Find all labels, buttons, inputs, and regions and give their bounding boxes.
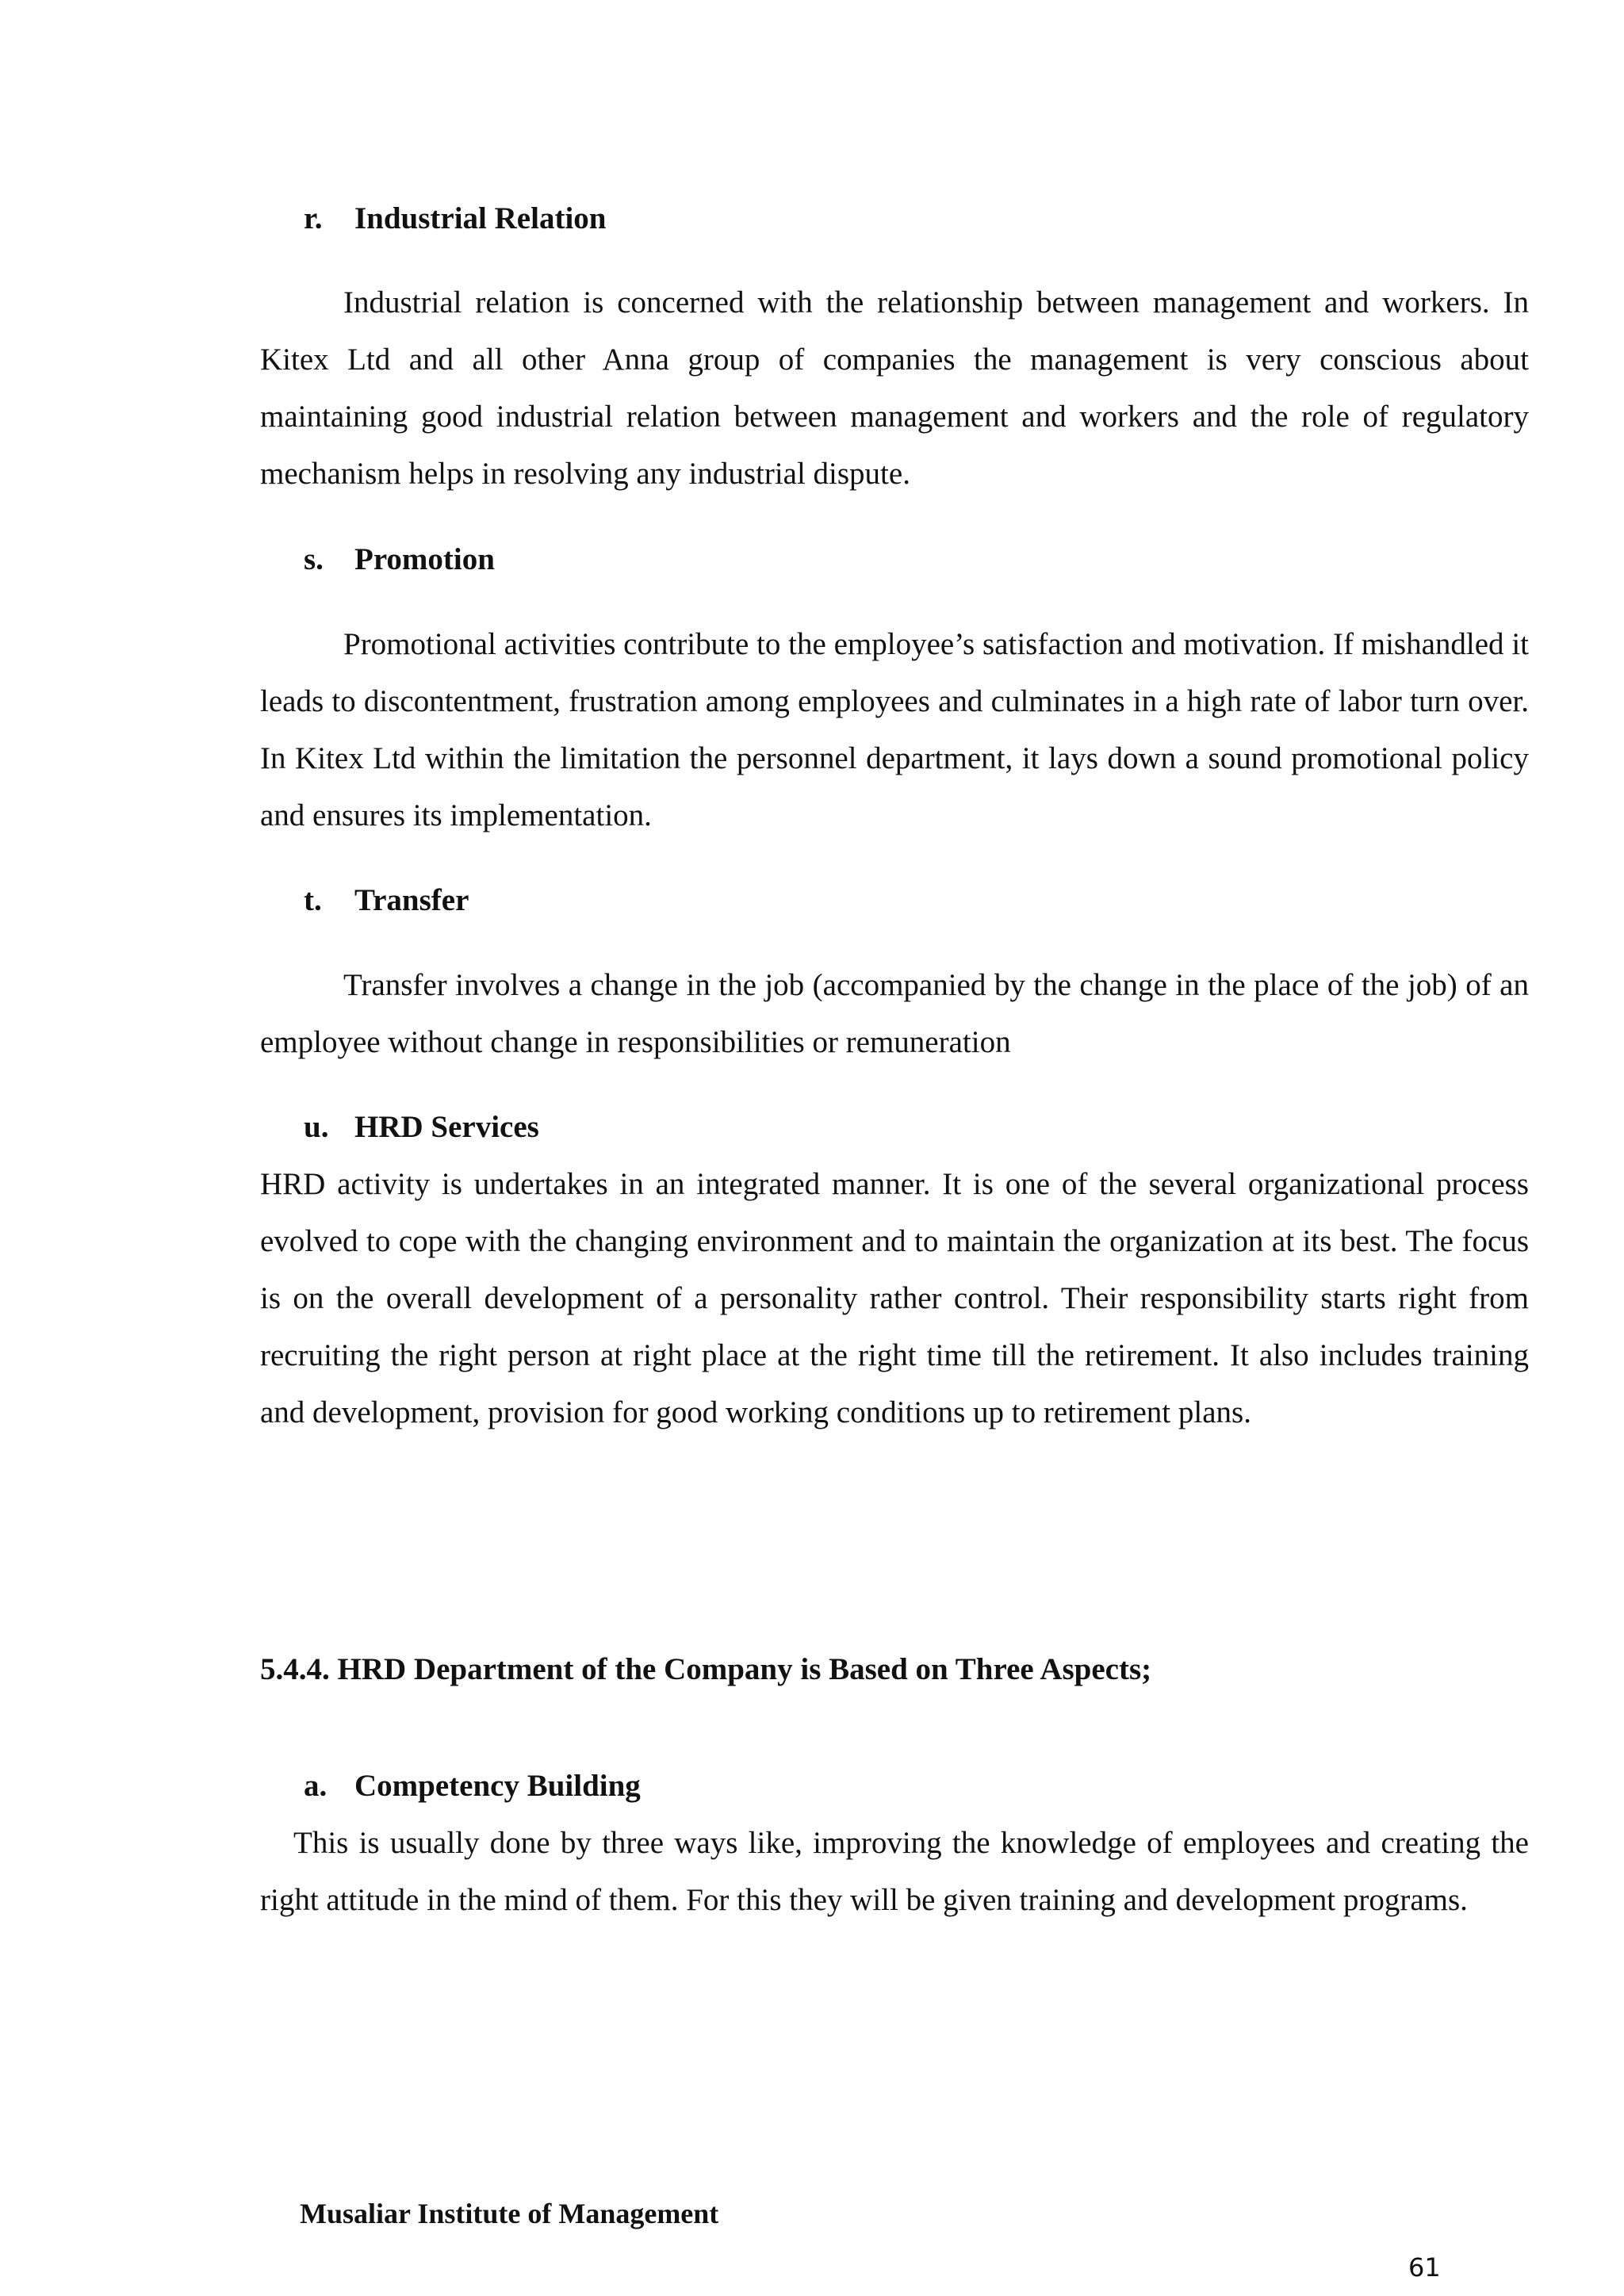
- page-number: 61: [1408, 2252, 1441, 2283]
- paragraph-hrd-services: HRD activity is undertakes in an integrated manner. It is one of the several organizational process evolved to cope with the changing environment and to maintain the organization at its best. The focus is on the overall development of a personality rather control. Their responsibility starts right from recruiting the right person at right place at the right time till the retirement. It also includes training and development, provision for good working conditions up to retirement plans.: [260, 1167, 1529, 1429]
- section-label: t.: [304, 883, 322, 917]
- subsection-heading-competency-building: [304, 1758, 641, 1815]
- section-heading-industrial-relation: [304, 190, 606, 247]
- section-label: s.: [304, 542, 324, 576]
- section-title: Transfer: [354, 883, 469, 917]
- section-title: HRD Services: [354, 1110, 539, 1144]
- section-label: u.: [304, 1110, 329, 1144]
- section-title: Industrial Relation: [354, 201, 607, 235]
- section-heading-hrd-services: [304, 1099, 539, 1156]
- subsection-title: Competency Building: [354, 1769, 641, 1803]
- paragraph-industrial-relation: Industrial relation is concerned with the relationship between management and workers. In Kitex Ltd and all other Anna group of companies the management is very conscious about maintaining good industrial relation between management and workers and the role of regulatory mechanism helps in resolving any industrial dispute.: [260, 285, 1529, 491]
- subsection-label: a.: [304, 1769, 327, 1803]
- paragraph-promotion: Promotional activities contribute to the employee’s satisfaction and motivation. If mishandled it leads to discontentment, frustration among employees and culminates in a high rate of labor turn over. In Kitex Ltd within the limitation the personnel department, it lays down a sound promotional policy and ensures its implementation.: [260, 627, 1529, 832]
- section-title: Promotion: [354, 542, 495, 576]
- paragraph-competency-building: This is usually done by three ways like, improving the knowledge of employees and creating the right attitude in the mind of them. For this they will be given training and development programs.: [260, 1826, 1529, 1917]
- section-heading-promotion: [304, 531, 495, 588]
- section-heading-hrd-department: 5.4.4. HRD Department of the Company is Based on Three Aspects;: [260, 1652, 1152, 1686]
- paragraph-transfer: Transfer involves a change in the job (accompanied by the change in the place of the job) of an employee without change in responsibilities or remuneration: [260, 968, 1529, 1059]
- section-label: r.: [304, 201, 323, 235]
- section-heading-transfer: [304, 872, 469, 929]
- footer-institution: Musaliar Institute of Management: [300, 2198, 719, 2229]
